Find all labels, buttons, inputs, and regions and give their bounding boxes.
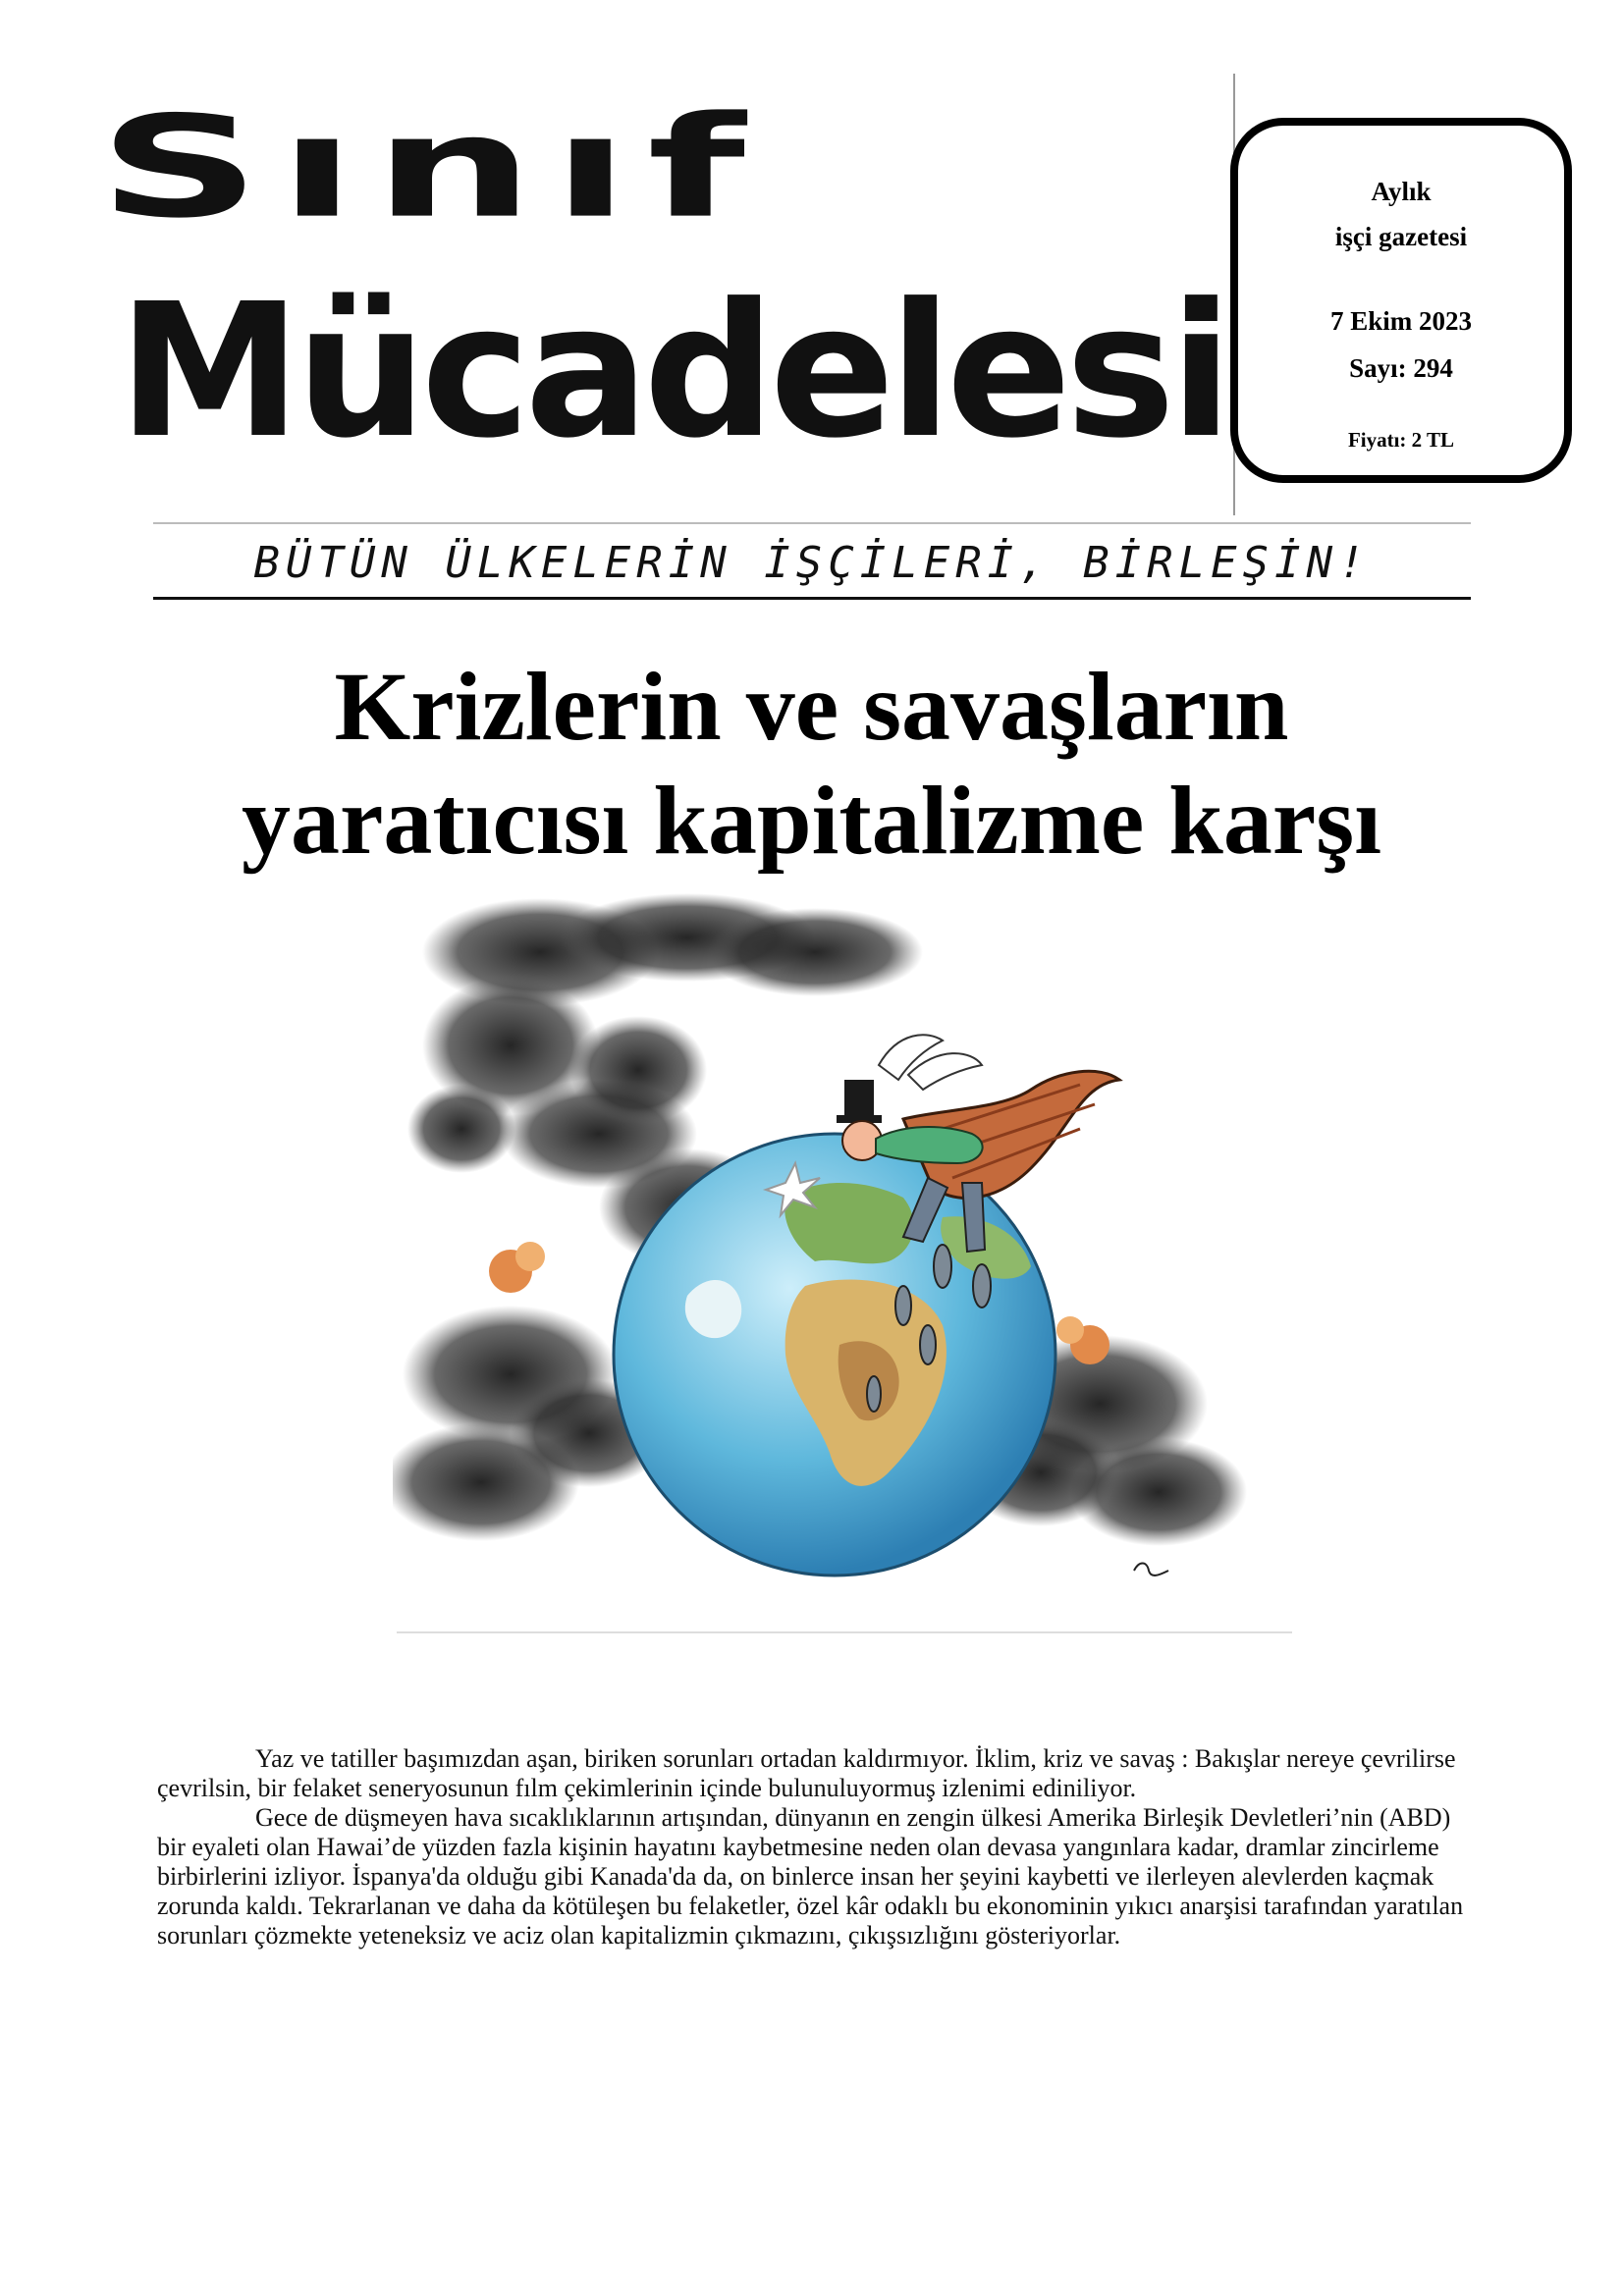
cartoon-illustration [393,883,1291,1631]
illustration-bottom-rule [397,1631,1292,1633]
publication-frequency: Aylık [1371,177,1432,206]
headline [98,650,1525,878]
logo-title-line2: Mücadelesi [118,264,1227,479]
article-body [157,1744,1483,1950]
headline-line2: yaratıcısı kapitalizme karşı [242,766,1381,875]
globe [614,1134,1055,1575]
issue-price: Fiyatı: 2 TL [1347,428,1455,452]
slogan: BÜTÜN ÜLKELERİN İŞÇİLERİ, BİRLEŞİN! [253,538,1371,588]
article-paragraph: Gece de düşmeyen hava sıcaklıklarının artışından, dünyanın en zengin ülkesi Amerika Birleşik Devletleri’nin (ABD) bir eyaleti olan Hawai’de yüzden fazla kişinin hayatını kaybetmesine neden olan devasa yangınlara kadar, dramlar zincirleme birbirlerini izliyor. İspanya'da olduğu gibi Kanada'da da, on binlerce insan her şeyini kaybetti ve ilerleyen alevlerden kaçmak zorunda kaldı. Tekrarlanan ve daha da kötüleşen bu felaketler, özel kâr odaklı bu ekonominin yıkıcı anarşisi tarafından yaratılan sorunları çözmekte yeteneksiz ve aciz olan kapitalizmin çıkmazını, çıkışsızlığını gösteriyorlar. [157,1803,1464,1949]
slogan-top-rule [153,522,1471,524]
issue-info-box [1230,118,1572,483]
headline-line1: Krizlerin ve savaşların [334,652,1289,761]
logo-title-line1: Sınıf [98,86,764,249]
masthead [98,59,1237,520]
slogan-bottom-rule [153,597,1471,600]
issue-number: Sayı: 294 [1349,353,1453,383]
article-paragraph: Yaz ve tatiller başımızdan aşan, biriken sorunları ortadan kaldırmıyor. İklim, kriz ve savaş : Bakışlar nereye çevrilirse çevrilsin, bir felaket seneryosunun fılm çekimlerinin içinde bulunuluyormuş izlenimi ediniliyor. [157,1744,1456,1802]
publication-type: işçi gazetesi [1334,222,1468,251]
artist-signature-icon [1134,1564,1168,1575]
issue-date: 7 Ekim 2023 [1329,306,1473,336]
